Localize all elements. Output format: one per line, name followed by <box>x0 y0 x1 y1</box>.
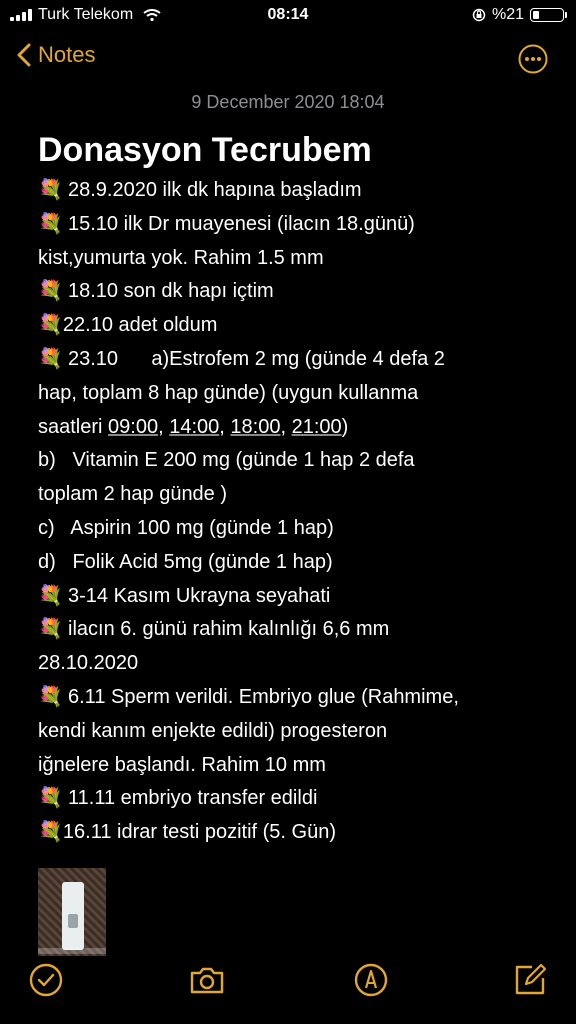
status-bar <box>0 0 576 30</box>
bottom-toolbar <box>0 954 576 1024</box>
note-line[interactable]: 💐 18.10 son dk hapı içtim <box>38 275 558 309</box>
bouquet-emoji: 💐 <box>38 280 63 303</box>
note-line[interactable]: saatleri 09:00, 14:00, 18:00, 21:00) <box>38 415 349 438</box>
note-line[interactable]: b) Vitamin E 200 mg (günde 1 hap 2 defa <box>38 449 415 472</box>
note-line[interactable]: 28.10.2020 <box>38 652 139 675</box>
note-line[interactable]: iğnelere başlandı. Rahim 10 mm <box>38 753 326 776</box>
time-link[interactable]: 09:00 <box>108 415 159 438</box>
bouquet-emoji: 💐 <box>38 347 63 370</box>
markup-icon <box>353 962 389 998</box>
note-line[interactable]: 💐 3-14 Kasım Ukrayna seyahati <box>38 580 558 614</box>
note-line[interactable]: 💐 23.10 a)Estrofem 2 mg (günde 4 defa 2 <box>38 343 558 377</box>
note-line[interactable]: 💐 15.10 ilk Dr muayenesi (ilacın 18.günü) <box>38 208 558 242</box>
note-line[interactable]: 💐 6.11 Sperm verildi. Embriyo glue (Rahmime, <box>38 681 558 715</box>
status-time: 08:14 <box>267 6 309 23</box>
markup-button[interactable] <box>353 962 389 998</box>
time-link[interactable]: 14:00 <box>169 415 220 438</box>
bouquet-emoji: 💐 <box>38 821 63 844</box>
camera-button[interactable] <box>189 962 225 998</box>
note-line[interactable]: 💐 28.9.2020 ilk dk hapına başladım <box>38 174 558 208</box>
more-options-icon[interactable] <box>518 44 548 74</box>
bouquet-emoji: 💐 <box>38 212 63 235</box>
battery-icon <box>530 8 564 22</box>
photo-attachment[interactable] <box>38 868 106 956</box>
status-right <box>472 6 564 24</box>
rotation-lock-icon <box>472 8 486 22</box>
test-window <box>68 914 78 928</box>
note-line[interactable]: 💐22.10 adet oldum <box>38 309 558 343</box>
note-line[interactable]: hap, toplam 8 hap günde) (uygun kullanma <box>38 381 419 404</box>
note-title[interactable]: Donasyon Tecrubem <box>38 131 372 169</box>
note-line[interactable]: 💐 11.11 embriyo transfer edildi <box>38 782 558 816</box>
note-date: 9 December 2020 18:04 <box>191 92 385 112</box>
note-body[interactable] <box>38 130 558 850</box>
checklist-icon <box>28 962 64 998</box>
battery-percent: %21 <box>491 6 524 23</box>
note-line[interactable]: 💐16.11 idrar testi pozitif (5. Gün) <box>38 816 558 850</box>
bouquet-emoji: 💐 <box>38 618 63 641</box>
note-line[interactable]: toplam 2 hap günde ) <box>38 483 228 506</box>
note-line[interactable]: 💐 ilacın 6. günü rahim kalınlığı 6,6 mm <box>38 613 558 647</box>
bouquet-emoji: 💐 <box>38 179 63 201</box>
note-line[interactable]: kendi kanım enjekte edildi) progesteron <box>38 719 388 742</box>
compose-button[interactable] <box>512 962 548 998</box>
chevron-left-icon <box>16 43 32 67</box>
time-link[interactable]: 21:00 <box>291 415 342 438</box>
camera-icon <box>189 962 225 998</box>
bouquet-emoji: 💐 <box>38 314 63 337</box>
back-button[interactable] <box>16 42 95 68</box>
back-label: Notes <box>38 42 96 67</box>
compose-icon <box>512 962 548 998</box>
bouquet-emoji: 💐 <box>38 685 63 708</box>
carrier-name: Turk Telekom <box>38 6 134 23</box>
note-line[interactable]: c) Aspirin 100 mg (günde 1 hap) <box>38 516 334 539</box>
time-link[interactable]: 18:00 <box>230 415 281 438</box>
note-line[interactable]: d) Folik Acid 5mg (günde 1 hap) <box>38 550 333 573</box>
bouquet-emoji: 💐 <box>38 787 63 810</box>
bouquet-emoji: 💐 <box>38 584 63 607</box>
checklist-button[interactable] <box>28 962 64 998</box>
note-line[interactable]: kist,yumurta yok. Rahim 1.5 mm <box>38 246 324 269</box>
nav-bar <box>0 40 576 80</box>
